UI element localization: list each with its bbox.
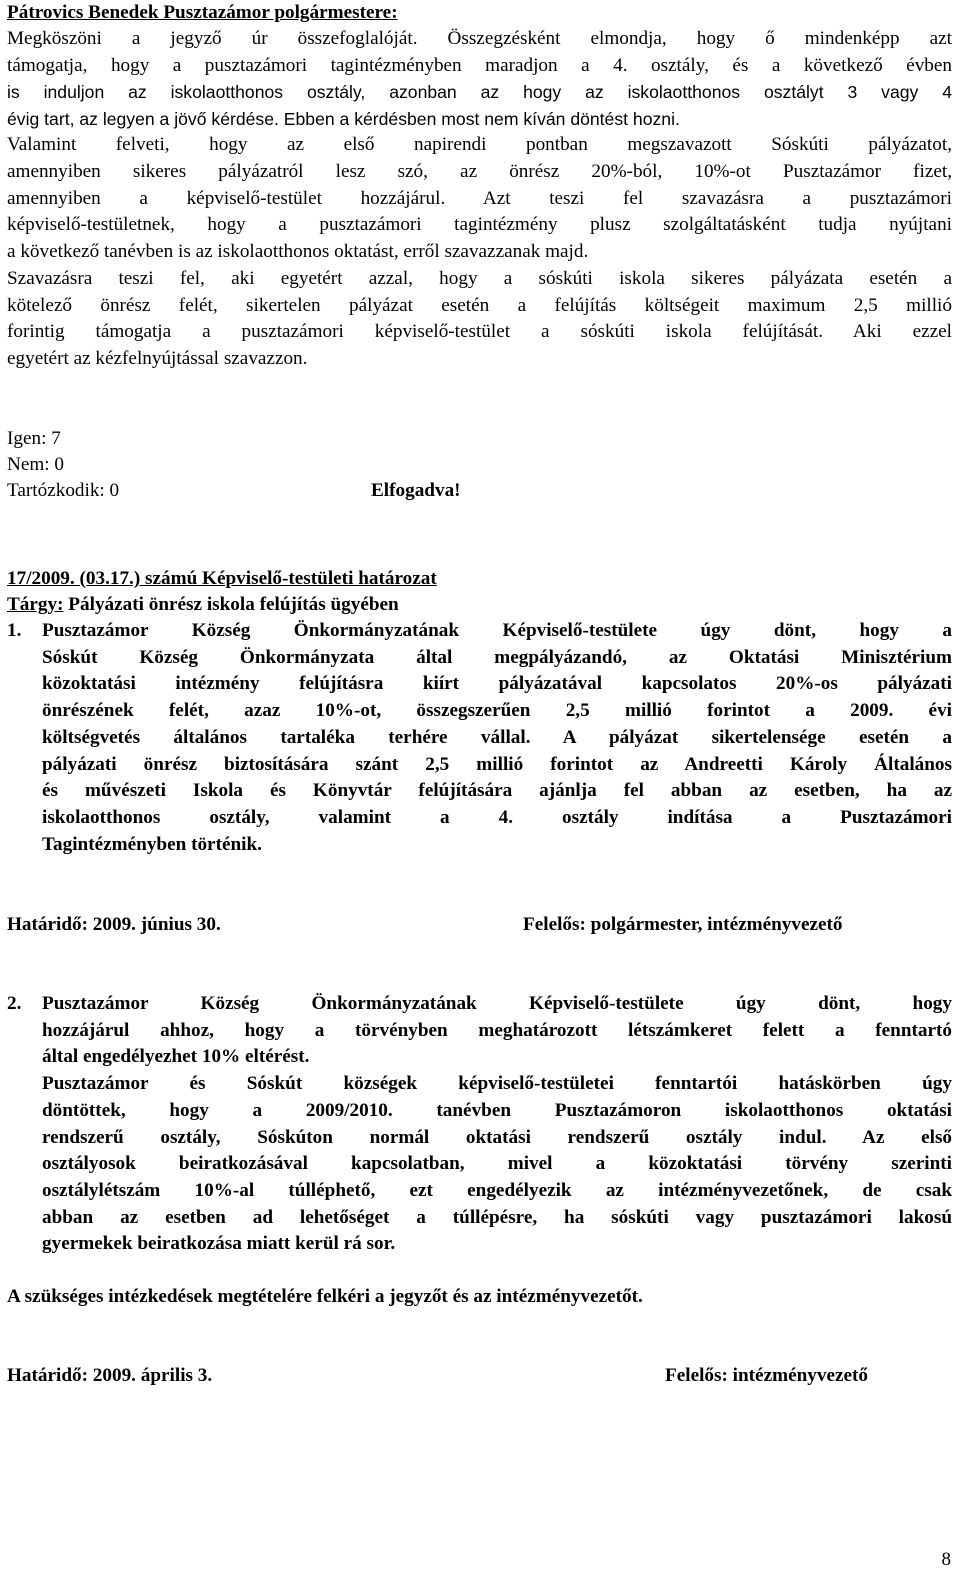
speech-paragraph-2 <box>7 266 952 372</box>
resolution-subject <box>7 592 399 618</box>
text-line: a következő tanévben is az iskolaotthonos oktatást, erről szavazzanak majd. <box>7 240 589 262</box>
text-line: pályázati önrész biztosítására szánt 2,5 millió forintot az Andreetti Károly Általános <box>42 753 952 775</box>
text-line: Pusztazámor és Sóskút községek képviselő-testületei fenntartói hatáskörben úgy <box>42 1073 952 1095</box>
resolution-number: 17/2009. (03.17.) számú Képviselő-testületi határozat <box>7 568 437 589</box>
item-1-deadline: Határidő: 2009. június 30. <box>7 914 221 935</box>
item-1-responsible: Felelős: polgármester, intézményvezető <box>523 914 843 935</box>
text-line: döntöttek, hogy a 2009/2010. tanévben Pusztazámoron iskolaotthonos oktatási <box>42 1099 952 1121</box>
item-2-number: 2. <box>7 993 22 1014</box>
page-number: 8 <box>941 1549 951 1570</box>
text-line: évig tart, az legyen a jövő kérdése. Ebben a kérdésben most nem kíván döntést hozni. <box>7 108 680 129</box>
text-line: iskolaotthonos osztály, valamint a 4. osztály indítása a Pusztazámori <box>42 806 952 828</box>
item-1-number: 1. <box>7 620 22 641</box>
text-line: Szavazásra teszi fel, aki egyetért azzal, hogy a sóskúti iskola sikeres pályázata esetén a <box>7 268 952 289</box>
vote-yes: Igen: 7 <box>7 428 61 449</box>
text-line: gyermekek beiratkozása miatt kerül rá sor. <box>42 1233 396 1255</box>
text-line: Valamint felveti, hogy az első napirendi pontban megszavazott Sóskúti pályázatot, <box>7 134 952 156</box>
speech-paragraph-1 <box>7 26 952 265</box>
text-line: kötelező önrész felét, sikertelen pályázat esetén a felújítás költségeit maximum 2,5 millió <box>7 294 952 316</box>
text-line: forintig támogatja a pusztazámori képviselő-testület a sóskúti iskola felújítását. Aki ezzel <box>7 321 952 343</box>
text-line: is induljon az iskolaotthonos osztály, azonban az hogy az iskolaotthonos osztályt 3 vagy 4 <box>7 82 952 103</box>
text-line: hozzájárul ahhoz, hogy a törvényben meghatározott létszámkeret felett a fenntartó <box>42 1019 952 1041</box>
text-line: költségvetés általános tartaléka terhére vállal. A pályázat sikertelensége esetén a <box>42 726 952 748</box>
vote-no: Nem: 0 <box>7 454 65 475</box>
item-1-body <box>42 618 952 858</box>
vote-result: Elfogadva! <box>371 480 461 501</box>
item-2-body <box>42 991 952 1258</box>
text-line: rendszerű osztály, Sóskúton normál oktatási rendszerű osztály indul. Az első <box>42 1126 952 1148</box>
text-line: képviselő-testületnek, hogy a pusztazámori tagintézmény plusz szolgáltatásként tudja nyújtani <box>7 214 952 236</box>
text-line: amennyiben a képviselő-testület hozzájárul. Azt teszi fel szavazásra a pusztazámori <box>7 187 952 209</box>
text-line: és művészeti Iskola és Könyvtár felújítására ajánlja fel abban az esetben, ha az <box>42 780 952 802</box>
text-line: közoktatási intézmény felújításra kiírt pályázatával kapcsolatos 20%-os pályázati <box>42 673 952 695</box>
text-line: egyetért az kézfelnyújtással szavazzon. <box>7 347 308 369</box>
text-line: Tagintézményben történik. <box>42 833 262 855</box>
closing-instruction: A szükséges intézkedések megtételére felkéri a jegyzőt és az intézményvezetőt. <box>7 1286 643 1307</box>
text-line: amennyiben sikeres pályázatról lesz szó, az önrész 20%-ból, 10%-ot Pusztazámor fizet, <box>7 160 952 182</box>
subject-label: Tárgy: <box>7 594 64 615</box>
text-line: által engedélyezhet 10% eltérést. <box>42 1046 310 1068</box>
subject-text: Pályázati önrész iskola felújítás ügyében <box>63 594 399 615</box>
text-line: Pusztazámor Község Önkormányzatának Képviselő-testülete úgy dönt, hogy <box>42 993 952 1014</box>
text-line: abban az esetben ad lehetőséget a túllépésre, ha sóskúti vagy pusztazámori lakosú <box>42 1206 952 1228</box>
text-line: osztályosok beiratkozásával kapcsolatban, mivel a közoktatási törvény szerinti <box>42 1153 952 1175</box>
text-line: Sóskút Község Önkormányzata által megpályázandó, az Oktatási Minisztérium <box>42 646 952 668</box>
final-deadline: Határidő: 2009. április 3. <box>7 1365 213 1386</box>
text-line: Megköszöni a jegyző úr összefoglalóját. Összegzésként elmondja, hogy ő mindenképp azt <box>7 28 952 49</box>
final-responsible: Felelős: intézményvezető <box>665 1365 868 1386</box>
text-line: osztálylétszám 10%-al túlléphető, ezt engedélyezik az intézményvezetőnek, de csak <box>42 1179 952 1201</box>
text-line: Pusztazámor Község Önkormányzatának Képviselő-testülete úgy dönt, hogy a <box>42 620 952 641</box>
speaker-heading: Pátrovics Benedek Pusztazámor polgármestere: <box>7 2 398 23</box>
text-line: támogatja, hogy a pusztazámori tagintézményben maradjon a 4. osztály, és a következő évben <box>7 54 952 76</box>
text-line: önrészének felét, azaz 10%-ot, összegszerűen 2,5 millió forintot a 2009. évi <box>42 700 952 722</box>
vote-abstain: Tartózkodik: 0 <box>7 480 120 501</box>
